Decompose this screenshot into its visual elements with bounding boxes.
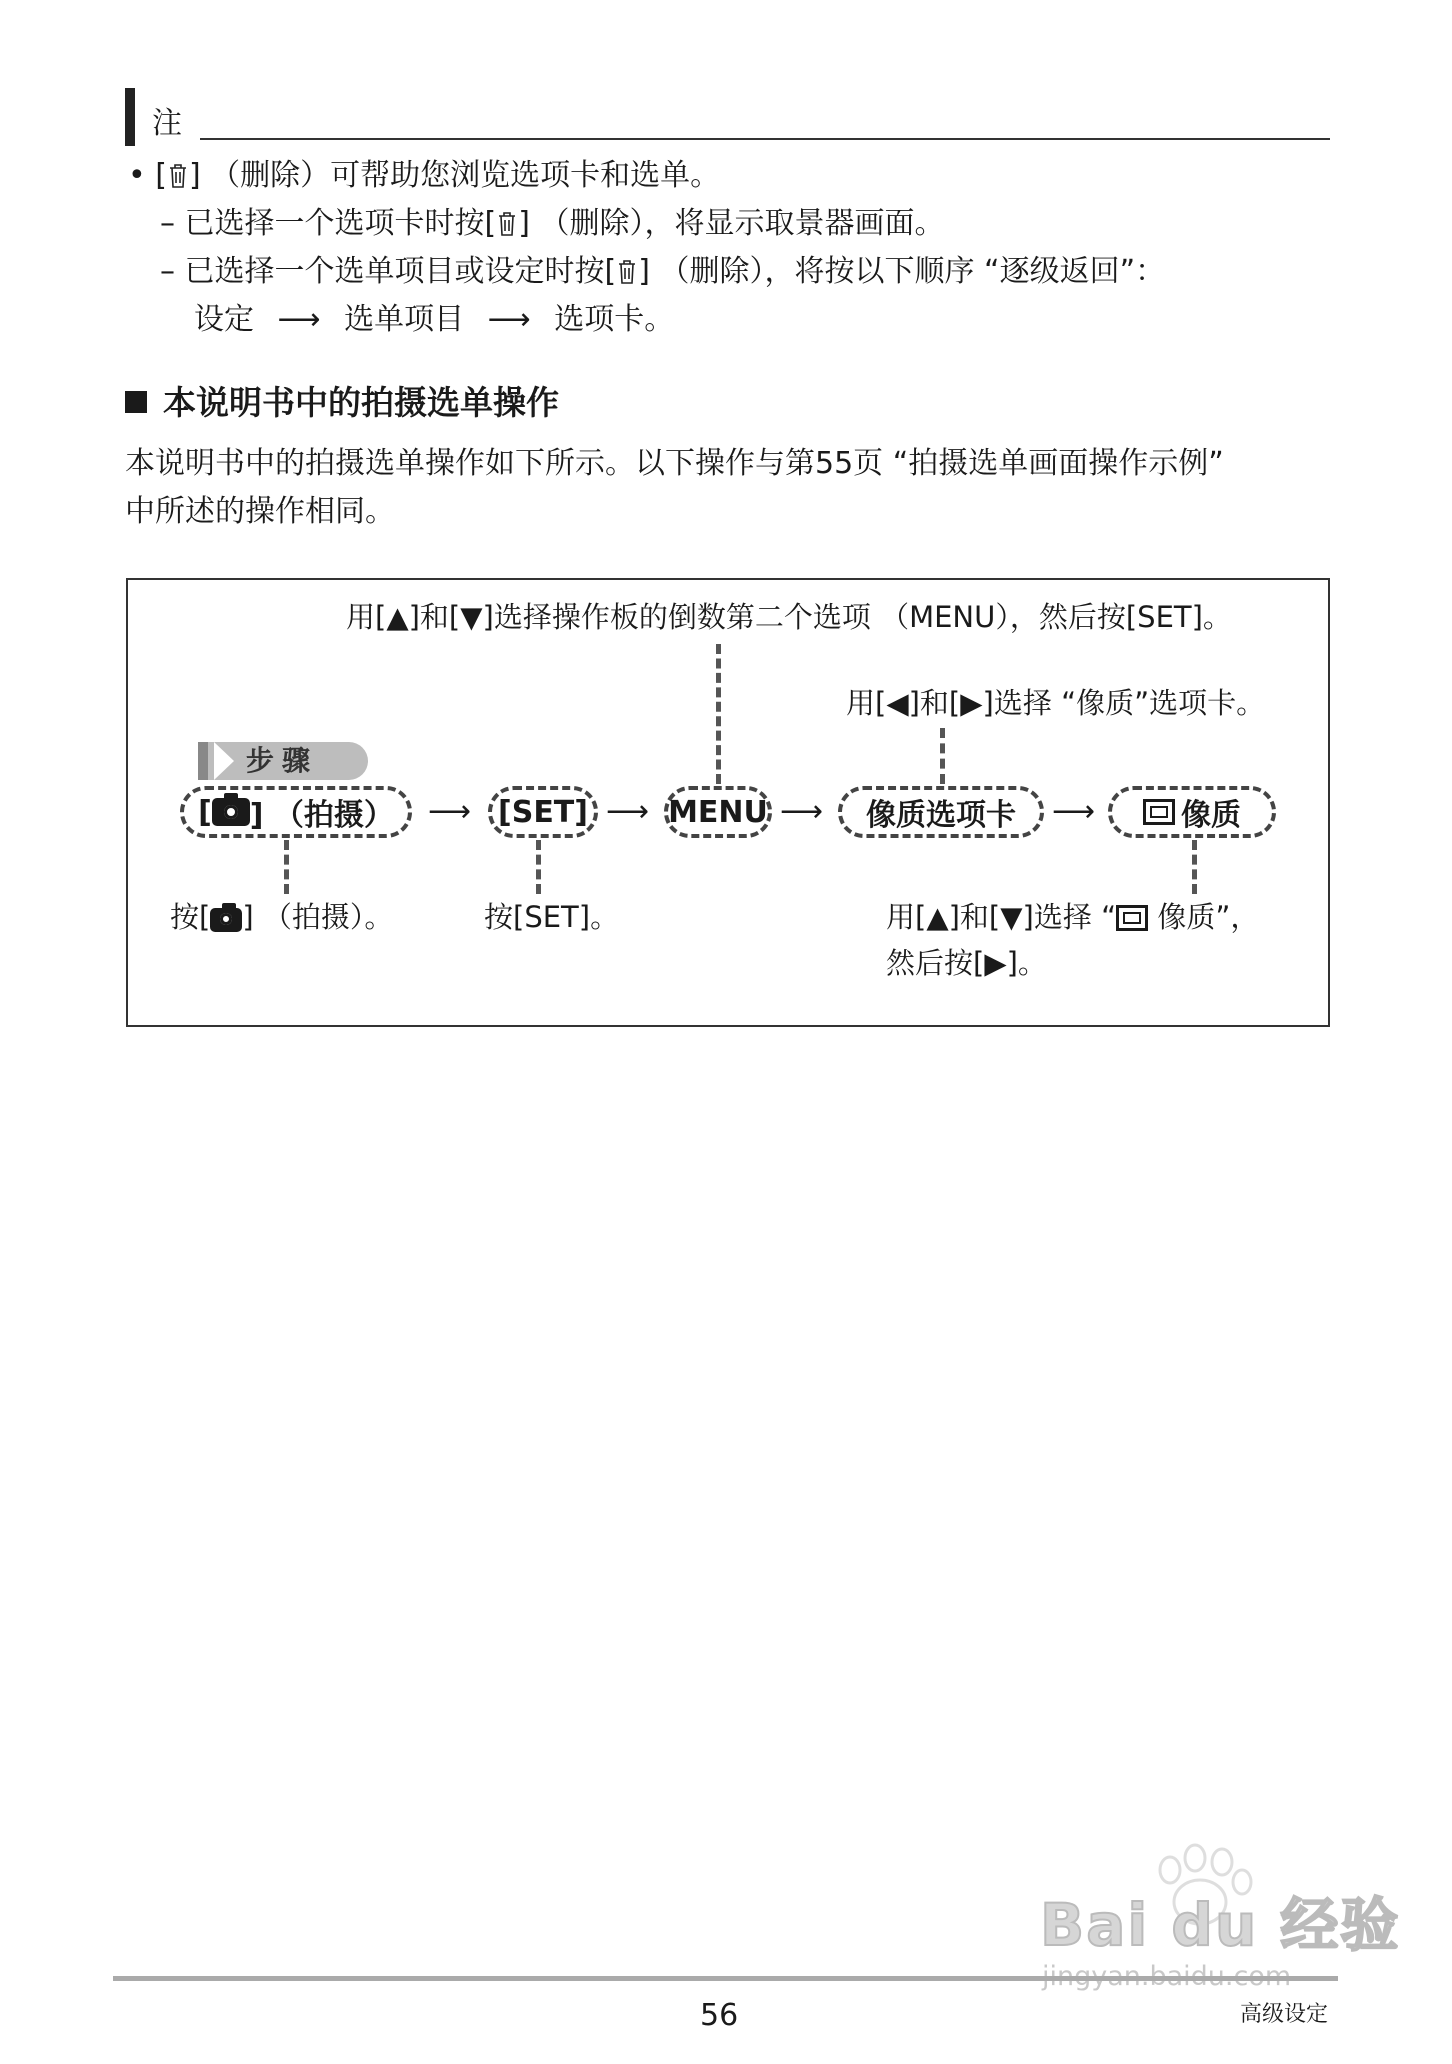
note-bullet-line — [128, 152, 720, 200]
callout-press-suffix: ] （拍摄）。 — [242, 900, 394, 934]
flow-arrow-icon: ⟶ — [606, 794, 650, 829]
note-divider — [200, 138, 1330, 140]
seq-item-settings: 设定 — [194, 302, 254, 337]
step-set-button: [SET] — [488, 786, 598, 838]
steps-label: 步骤 — [246, 744, 319, 777]
seq-item-menu-item: 选单项目 — [344, 302, 465, 337]
steps-badge-edge — [198, 742, 208, 780]
connector-menu — [716, 644, 721, 784]
note-return-sequence — [194, 296, 674, 344]
note-bullet-prefix: • [ — [128, 158, 167, 193]
note-dash2-text: ] （删除），将按以下顺序 “逐级返回”： — [638, 254, 1166, 289]
note-marker-bar — [125, 88, 135, 146]
step-shooting-button — [180, 786, 412, 838]
seq-arrow-icon: ⟶ — [487, 302, 531, 337]
watermark-brand: Bai du 经验 — [1040, 1891, 1401, 1959]
flow-arrow-icon: ⟶ — [428, 794, 472, 829]
callout-select-quality-line1 — [886, 896, 1259, 938]
step5-label: 像质 — [1181, 798, 1241, 833]
footer-divider — [113, 1976, 1338, 1981]
step-quality-tab: 像质选项卡 — [838, 786, 1044, 838]
seq-item-tab: 选项卡。 — [554, 302, 675, 337]
flow-arrow-icon: ⟶ — [780, 794, 824, 829]
flow-arrow-icon: ⟶ — [1052, 794, 1096, 829]
note-bullet-text: ] （删除）可帮助您浏览选项卡和选单。 — [188, 158, 721, 193]
note-dash-line-1 — [160, 200, 945, 248]
square-bullet-icon — [125, 391, 147, 413]
section-heading — [125, 378, 559, 428]
camera-icon — [212, 798, 250, 826]
footer-section-label: 高级设定 — [1240, 2002, 1329, 2027]
callout-press-set: 按[SET]。 — [484, 900, 620, 934]
trash-icon — [167, 161, 189, 189]
connector-quality — [1192, 840, 1197, 894]
connector-set — [536, 840, 541, 894]
connector-shooting — [284, 840, 289, 894]
image-quality-icon — [1143, 799, 1175, 825]
camera-icon — [210, 908, 242, 932]
trash-icon — [496, 209, 518, 237]
chevron-right-icon — [214, 742, 234, 780]
seq-arrow-icon: ⟶ — [277, 302, 321, 337]
callout-select-text-b: 像质”， — [1148, 900, 1260, 934]
callout-press-prefix: 按[ — [170, 900, 211, 934]
section-paragraph-line-1: 本说明书中的拍摄选单操作如下所示。以下操作与第55页 “拍摄选单画面操作示例” — [125, 446, 1224, 481]
callout-select-text-a: 用[▲]和[▼]选择 “ — [886, 900, 1117, 934]
callout-press-shooting — [170, 896, 393, 938]
step1-label: ] （拍摄） — [249, 798, 394, 833]
step-menu: MENU — [664, 786, 772, 838]
note-label: 注 — [152, 106, 182, 141]
section-title-text: 本说明书中的拍摄选单操作 — [163, 383, 559, 422]
image-quality-icon — [1116, 905, 1148, 931]
connector-tab — [940, 728, 945, 784]
step1-bracket-open: [ — [198, 794, 212, 830]
note-dash1-text: ] （删除），将显示取景器画面。 — [518, 206, 945, 241]
step-image-quality — [1108, 786, 1276, 838]
section-paragraph-line-2: 中所述的操作相同。 — [125, 494, 395, 529]
callout-select-quality-line2: 然后按[▶]。 — [886, 946, 1047, 980]
note-dash1-prefix: – 已选择一个选项卡时按[ — [160, 206, 497, 241]
top-callout: 用[▲]和[▼]选择操作板的倒数第二个选项 （MENU），然后按[SET]。 — [346, 600, 1232, 634]
note-dash2-prefix: – 已选择一个选单项目或设定时按[ — [160, 254, 617, 289]
tab-callout: 用[◀]和[▶]选择 “像质”选项卡。 — [846, 686, 1266, 720]
note-dash-line-2 — [160, 248, 1165, 296]
trash-icon — [616, 257, 638, 285]
page-number: 56 — [700, 1998, 739, 2033]
